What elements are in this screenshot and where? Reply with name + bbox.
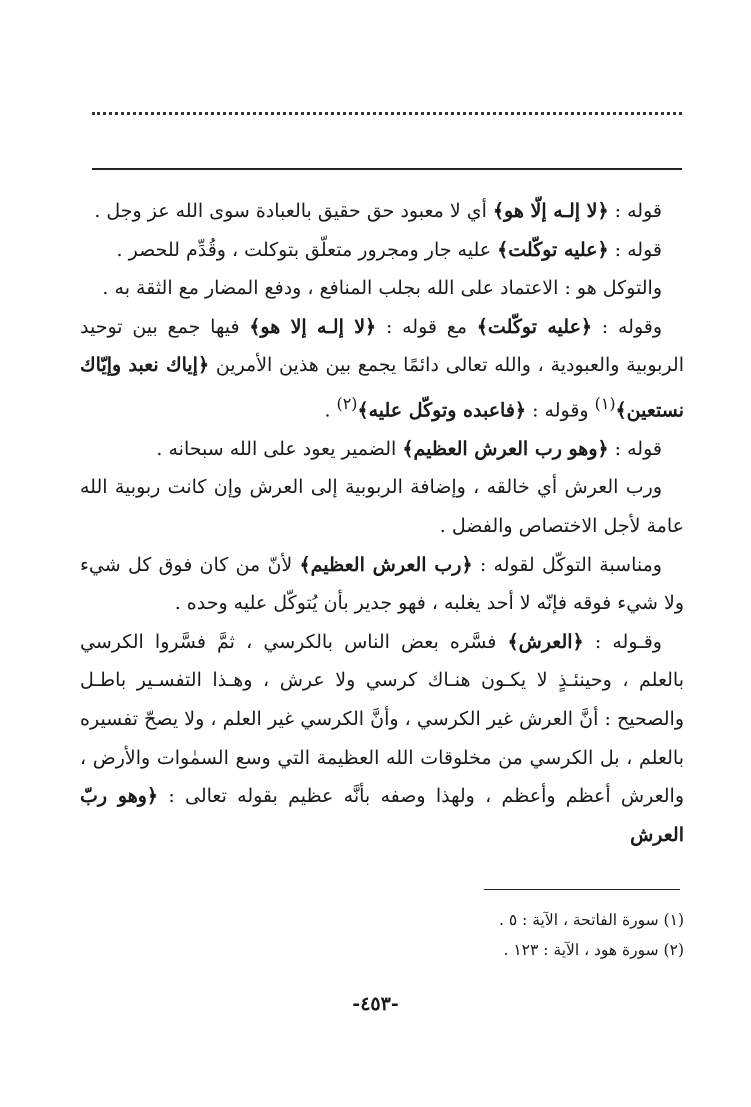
footnote-2: (٢) سورة هود ، الآية : ١٢٣ . — [503, 941, 684, 959]
paragraph-6 — [80, 468, 684, 545]
p2-quote: ﴿عليه توكّلت﴾ — [497, 238, 609, 261]
p8-mid: فسَّره بعض الناس بالكرسي ، ثمَّ فسَّروا الكرسي بالعلم ، وحينئـذٍ لا يكـون هنـاك كرسي ولا عرش ، وهـذا التفسـير باطـل والصحيح : أنَّ العرش غير الكرسي ، وأنَّ الكرسي غير العلم ، ولا يصحّ تفسيره بالعلم ، بل الكرسي من مخلوقات الله العظيمة التي وسع السمٰوات والأرض ، والعرش أعظم وأعظم ، ولهذا وصفه بأنَّه عظيم بقوله تعالى : — [80, 630, 684, 808]
p4-quote-1: ﴿عليه توكّلت﴾ — [476, 315, 593, 338]
paragraph-2 — [80, 231, 684, 270]
footnote-ref-2[interactable]: (٢) — [336, 393, 358, 413]
footnote-rule — [484, 889, 680, 890]
paragraph-8 — [80, 623, 684, 855]
paragraph-7 — [80, 546, 684, 623]
page-number: -٤٥٣- — [352, 993, 399, 1015]
p5-lead: قوله : — [608, 437, 662, 460]
p4-lead: وقوله : — [592, 315, 663, 338]
paragraph-5 — [80, 430, 684, 469]
p2-lead: قوله : — [608, 238, 662, 261]
p6-text: ورب العرش أي خالقه ، وإضافة الربوبية إلى العرش وإن كانت ربوبية الله عامة لأجل الاختصاص والفضل . — [80, 476, 684, 538]
p4-quote-4: ﴿فاعبده وتوكّل عليه﴾ — [357, 399, 527, 422]
p1-quote: ﴿لا إلـه إلّا هو﴾ — [492, 200, 609, 222]
p7-quote: ﴿رب العرش العظيم﴾ — [299, 553, 473, 576]
p7-lead: ومناسبة التوكّل لقوله : — [472, 553, 662, 576]
paragraph-1 — [80, 192, 684, 231]
p3-text: والتوكل هو : الاعتماد على الله بجلب المنافع ، ودفع المضار مع الثقة به . — [102, 277, 662, 300]
page-body — [80, 192, 684, 854]
paragraph-4 — [80, 308, 684, 430]
p4-quote-2: ﴿لا إلـه إلا هو﴾ — [249, 315, 377, 338]
footnotes — [80, 905, 684, 965]
p5-rest: الضمير يعود على الله سبحانه . — [156, 437, 403, 460]
header-rule — [92, 168, 682, 170]
p8-quote-2: ﴿وهو ربّ العرش — [80, 785, 684, 846]
p4-quote-3: ﴿إياك نعبد وإيّاك نستعين﴾ — [80, 354, 684, 422]
header-dotted-rule — [92, 112, 682, 115]
p1-lead: قوله : — [608, 200, 662, 222]
footnote-1: (١) سورة الفاتحة ، الآية : ٥ . — [498, 911, 684, 929]
p4-mid-1: مع قوله : — [376, 315, 477, 338]
p5-quote: ﴿وهو رب العرش العظيم﴾ — [402, 437, 609, 460]
p8-lead: وقـوله : — [583, 630, 662, 653]
p8-quote-1: ﴿العرش﴾ — [507, 630, 584, 653]
p4-mid-2: فيها جمع بين توحيد الربوبية والعبودية ، والله تعالى دائمًا يجمع بين هذين الأمرين — [80, 315, 684, 377]
p7-rest: لأنّ من كان فوق كل شيء ولا شيء فوقه فإنّه لا أحد يغلبه ، فهو جدير بأن يُتوكّل عليه وحده . — [80, 553, 684, 615]
p4-mid-3: وقوله : — [526, 399, 595, 422]
p1-rest: أي لا معبود حق حقيق بالعبادة سوى الله عز وجل . — [94, 200, 493, 222]
paragraph-3 — [80, 269, 684, 308]
p4-end: . — [324, 399, 337, 422]
footnote-ref-1[interactable]: (١) — [594, 393, 616, 413]
p2-rest: عليه جار ومجرور متعلّق بتوكلت ، وقُدِّم للحصر . — [116, 238, 498, 261]
